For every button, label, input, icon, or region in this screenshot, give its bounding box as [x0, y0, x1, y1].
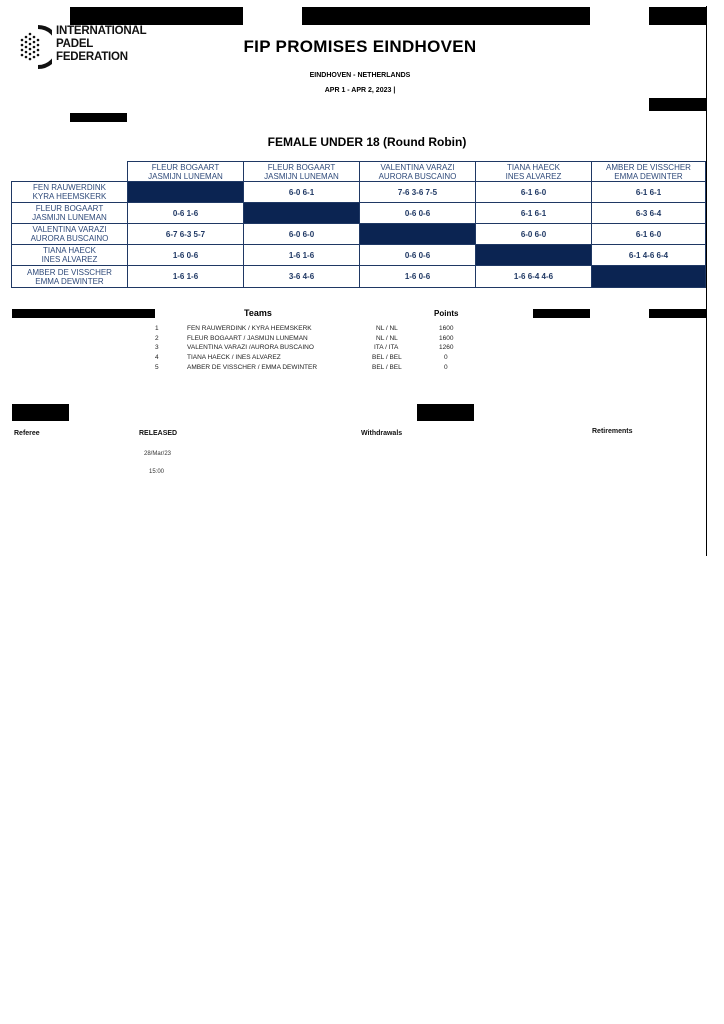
score-cell: 1-6 0-6 — [359, 265, 476, 288]
redaction-bar — [649, 7, 707, 25]
score-cell: 6-7 6-3 5-7 — [127, 223, 244, 245]
score-cell: 0-6 1-6 — [127, 202, 244, 224]
redaction-bar — [417, 404, 474, 421]
teams-header: Teams — [244, 308, 272, 318]
self-match-cell — [359, 223, 476, 245]
points-header: Points — [434, 309, 459, 318]
redaction-bar — [302, 7, 590, 25]
row-header: FEN RAUWERDINK KYRA HEEMSKERK — [11, 181, 128, 203]
withdrawals-label: Withdrawals — [361, 430, 403, 437]
redaction-bar — [533, 309, 590, 318]
score-cell: 0-6 0-6 — [359, 202, 476, 224]
redaction-bar — [70, 113, 127, 122]
score-cell: 1-6 6-4 4-6 — [475, 265, 592, 288]
score-cell: 6-0 6-1 — [243, 181, 360, 203]
row-header: FLEUR BOGAART JASMIJN LUNEMAN — [11, 202, 128, 224]
score-cell: 6-1 6-0 — [591, 223, 706, 245]
round-robin-grid — [11, 161, 706, 288]
score-cell: 1-6 1-6 — [243, 244, 360, 266]
released-date: 28/Mar/23 — [144, 451, 172, 457]
page-title: FIP PROMISES EINDHOVEN — [243, 37, 477, 56]
row-header: TIANA HAECK INES ALVAREZ — [11, 244, 128, 266]
score-cell: 6-1 6-1 — [591, 181, 706, 203]
score-cell: 6-1 4-6 6-4 — [591, 244, 706, 266]
draw-subtitle: FEMALE UNDER 18 (Round Robin) — [267, 135, 467, 149]
redaction-bar — [649, 309, 707, 318]
row-header: VALENTINA VARAZI AURORA BUSCAINO — [11, 223, 128, 245]
score-cell: 1-6 0-6 — [127, 244, 244, 266]
row-header: AMBER DE VISSCHER EMMA DEWINTER — [11, 265, 128, 288]
score-cell: 1-6 1-6 — [127, 265, 244, 288]
padel-ball-icon — [16, 24, 52, 70]
self-match-cell — [475, 244, 592, 266]
redaction-bar — [12, 309, 155, 318]
column-header: AMBER DE VISSCHER EMMA DEWINTER — [591, 161, 706, 182]
redaction-bar — [649, 98, 707, 111]
page-edge-line — [706, 6, 707, 556]
referee-label: Referee — [14, 430, 40, 437]
score-cell: 3-6 4-6 — [243, 265, 360, 288]
column-header: VALENTINA VARAZI AURORA BUSCAINO — [359, 161, 476, 182]
score-cell: 0-6 0-6 — [359, 244, 476, 266]
self-match-cell — [127, 181, 244, 203]
released-label: RELEASED — [139, 430, 178, 437]
self-match-cell — [243, 202, 360, 224]
fip-logo — [16, 24, 147, 70]
redaction-bar — [70, 7, 243, 25]
redaction-bar — [12, 404, 69, 421]
score-cell: 6-0 6-0 — [243, 223, 360, 245]
released-time: 15:00 — [149, 469, 165, 475]
column-header: FLEUR BOGAART JASMIJN LUNEMAN — [243, 161, 360, 182]
event-dates: APR 1 - APR 2, 2023 | — [324, 87, 396, 94]
event-location: EINDHOVEN - NETHERLANDS — [309, 72, 411, 79]
score-cell: 6-1 6-1 — [475, 202, 592, 224]
column-header: TIANA HAECK INES ALVAREZ — [475, 161, 592, 182]
logo-text: INTERNATIONAL PADEL FEDERATION — [56, 25, 147, 63]
score-cell: 6-0 6-0 — [475, 223, 592, 245]
score-cell: 7-6 3-6 7-5 — [359, 181, 476, 203]
score-cell: 6-1 6-0 — [475, 181, 592, 203]
score-cell: 6-3 6-4 — [591, 202, 706, 224]
self-match-cell — [591, 265, 706, 288]
retirements-label: Retirements — [592, 428, 633, 435]
column-header: FLEUR BOGAART JASMIJN LUNEMAN — [127, 161, 244, 182]
